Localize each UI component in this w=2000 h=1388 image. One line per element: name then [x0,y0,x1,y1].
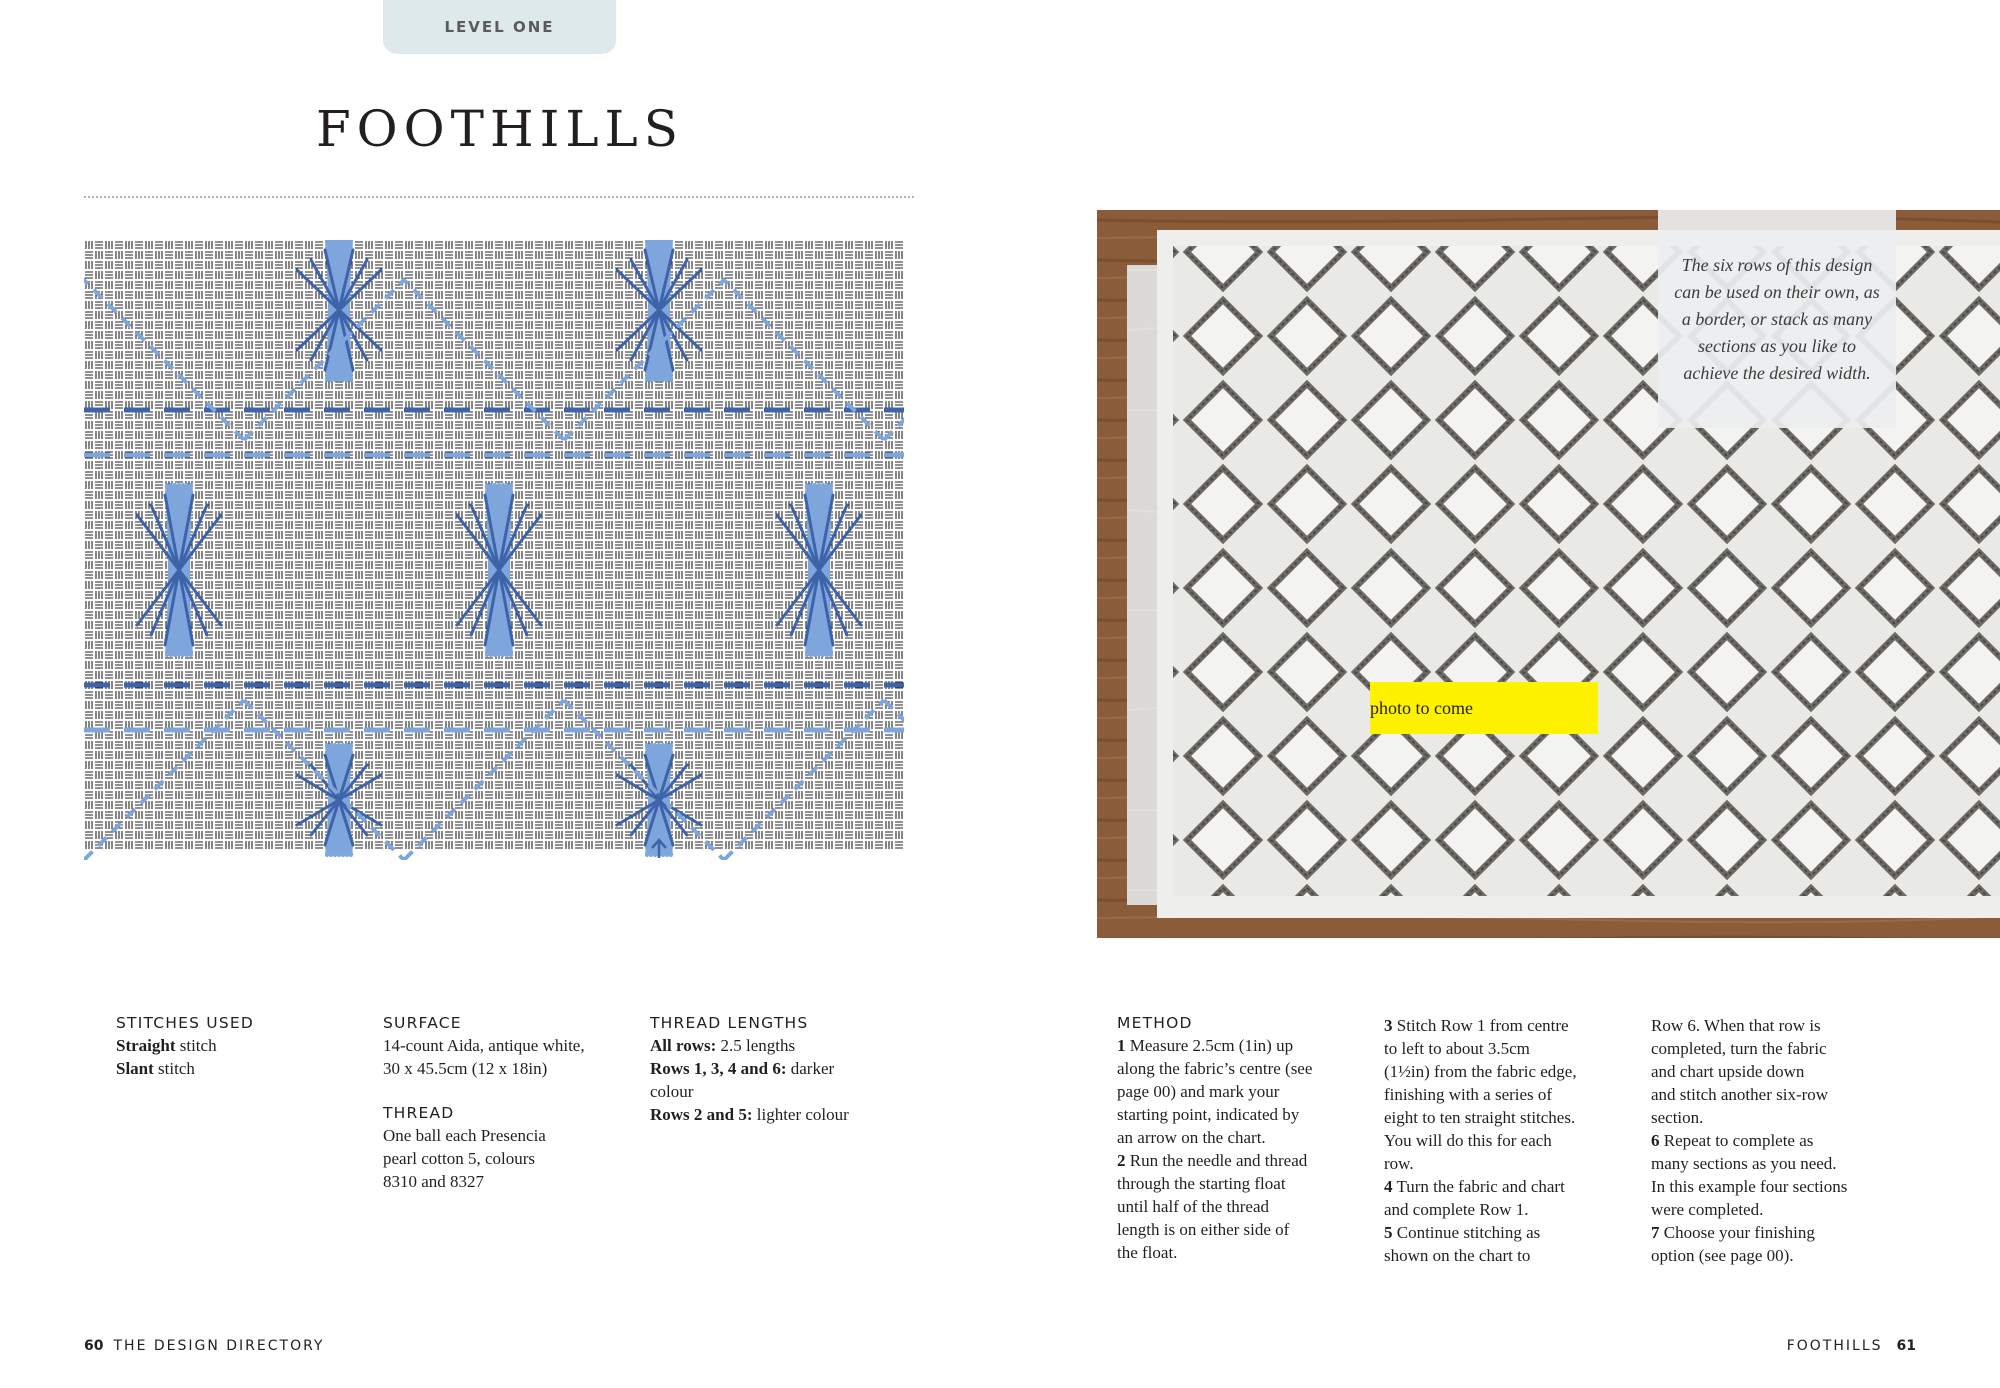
method-line: section. [1651,1108,1704,1127]
stitch-chart [84,240,904,860]
thread-line: 8310 and 8327 [383,1172,485,1191]
method-line: 2 Run the needle and thread [1117,1151,1308,1170]
method-line: an arrow on the chart. [1117,1128,1266,1147]
stitch-motif [297,240,381,380]
method-line: Row 6. When that row is [1651,1016,1821,1035]
surface-line: 30 x 45.5cm (12 x 18in) [383,1059,548,1078]
method-line: 1 Measure 2.5cm (1in) up [1117,1036,1294,1055]
method-line: many sections as you need. [1651,1154,1837,1173]
method-line: (1½in) from the fabric edge, [1384,1062,1577,1081]
method-line: 3 Stitch Row 1 from centre [1384,1016,1569,1035]
thread-length-item: All rows: 2.5 lengths [650,1036,796,1055]
placeholder-text: photo to come [1370,697,1473,718]
surface-heading: SURFACE [383,1014,462,1032]
stitch-motif [617,240,701,380]
thread-line: pearl cotton 5, colours [383,1149,536,1168]
page-title: FOOTHILLS [315,100,685,158]
thread-length-item: Rows 2 and 5: lighter colour [650,1105,849,1124]
method-line: and chart upside down [1651,1062,1805,1081]
method-column-3 [1651,1014,1901,1267]
stitch-motif [457,485,541,655]
dotted-divider [84,196,914,198]
method-line: length is on either side of [1117,1220,1290,1239]
footer-right [1787,1338,1916,1354]
method-line: You will do this for each [1384,1131,1552,1150]
page-number-left: 60 [84,1338,104,1354]
footer-section-name: THE DESIGN DIRECTORY [113,1338,325,1354]
method-line: row. [1384,1154,1414,1173]
stitch-chart-graphic [84,240,904,860]
method-heading: METHOD [1117,1014,1193,1032]
thread-line: One ball each Presencia [383,1126,546,1145]
method-line: option (see page 00). [1651,1246,1794,1265]
surface-section [383,1014,633,1193]
stitch-motif [777,485,861,655]
thread-length-item: Rows 1, 3, 4 and 6: darker [650,1059,835,1078]
thread-lengths-heading: THREAD LENGTHS [650,1014,809,1032]
method-line: the float. [1117,1243,1178,1262]
thread-heading: THREAD [383,1104,455,1122]
method-line: starting point, indicated by [1117,1105,1300,1124]
method-column-2 [1384,1014,1634,1267]
page-number-right: 61 [1896,1338,1916,1354]
footer-left [84,1338,325,1354]
method-line: eight to ten straight stitches. [1384,1108,1576,1127]
stitch-motif [137,485,221,655]
method-line: 7 Choose your finishing [1651,1223,1815,1242]
method-line: shown on the chart to [1384,1246,1531,1265]
method-line: completed, turn the fabric [1651,1039,1827,1058]
photo-caption-box [1658,210,1896,428]
method-line: 5 Continue stitching as [1384,1223,1541,1242]
method-line: finishing with a series of [1384,1085,1553,1104]
method-line: 6 Repeat to complete as [1651,1131,1814,1150]
footer-chapter-name: FOOTHILLS [1786,1338,1883,1354]
method-line: to left to about 3.5cm [1384,1039,1530,1058]
method-line: were completed. [1651,1200,1764,1219]
level-label: LEVEL ONE [444,18,555,36]
photo-caption: The six rows of this design can be used on their own, as a border, or stack as many sections as you like to achieve the desired width. [1674,254,1880,383]
method-line: along the fabric’s centre (see [1117,1059,1313,1078]
stitches-used-section [116,1014,356,1080]
thread-lengths-section [650,1014,910,1126]
level-tab [383,0,616,54]
method-line: until half of the thread [1117,1197,1270,1216]
method-column-1 [1117,1014,1367,1264]
method-line: through the starting float [1117,1174,1286,1193]
surface-line: 14-count Aida, antique white, [383,1036,585,1055]
method-line: and stitch another six-row [1651,1085,1829,1104]
method-line: In this example four sections [1651,1177,1848,1196]
stitch-item: Straight stitch [116,1036,217,1055]
method-line: page 00) and mark your [1117,1082,1280,1101]
method-line: 4 Turn the fabric and chart [1384,1177,1565,1196]
thread-length-item: colour [650,1082,694,1101]
photo-placeholder-label [1370,682,1598,734]
stitches-heading: STITCHES USED [116,1014,254,1032]
method-line: and complete Row 1. [1384,1200,1529,1219]
stitch-item: Slant stitch [116,1059,195,1078]
